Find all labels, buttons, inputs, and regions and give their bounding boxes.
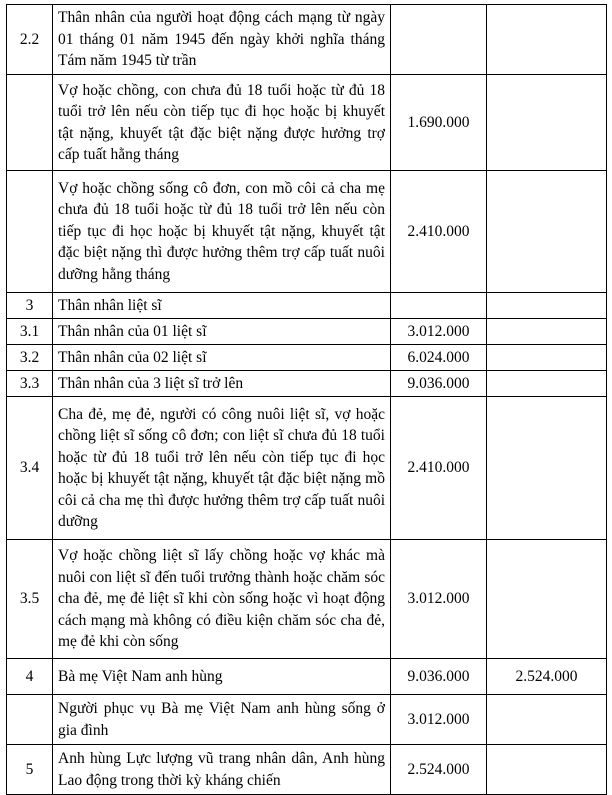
description-cell: Thân nhân của 01 liệt sĩ bbox=[53, 319, 391, 345]
description-cell: Thân nhân của người hoạt động cách mạng từ ngày 01 tháng 01 năm 1945 đến ngày khởi nghĩa tháng Tám năm 1945 từ trần bbox=[53, 5, 391, 75]
amount-cell: 3.012.000 bbox=[391, 540, 487, 659]
extra-amount-cell bbox=[487, 75, 607, 171]
extra-amount-cell bbox=[487, 371, 607, 397]
table-row bbox=[7, 319, 607, 345]
extra-amount-cell bbox=[487, 397, 607, 540]
table-row bbox=[7, 345, 607, 371]
row-number-cell: 5 bbox=[7, 745, 53, 795]
row-number-cell: 3.2 bbox=[7, 345, 53, 371]
amount-cell bbox=[391, 5, 487, 75]
amount-cell bbox=[391, 293, 487, 319]
amount-cell: 2.410.000 bbox=[391, 397, 487, 540]
extra-amount-cell bbox=[487, 293, 607, 319]
table-row bbox=[7, 293, 607, 319]
amount-cell: 1.690.000 bbox=[391, 75, 487, 171]
description-cell: Thân nhân của 3 liệt sĩ trở lên bbox=[53, 371, 391, 397]
description-cell: Thân nhân liệt sĩ bbox=[53, 293, 391, 319]
amount-cell: 9.036.000 bbox=[391, 371, 487, 397]
row-number-cell: 4 bbox=[7, 659, 53, 695]
extra-amount-cell bbox=[487, 5, 607, 75]
amount-cell: 6.024.000 bbox=[391, 345, 487, 371]
extra-amount-cell bbox=[487, 319, 607, 345]
table-row bbox=[7, 659, 607, 695]
description-cell: Vợ hoặc chồng sống cô đơn, con mồ côi cả cha mẹ chưa đủ 18 tuổi hoặc từ đủ 18 tuổi trở lên nếu còn tiếp tục đi học hoặc bị khuyết tật nặng, khuyết tật đặc biệt nặng thì được hưởng thêm trợ cấp tuất nuôi dưỡng hằng tháng bbox=[53, 171, 391, 293]
amount-cell: 2.410.000 bbox=[391, 171, 487, 293]
extra-amount-cell bbox=[487, 540, 607, 659]
extra-amount-cell bbox=[487, 171, 607, 293]
row-number-cell bbox=[7, 75, 53, 171]
row-number-cell bbox=[7, 695, 53, 745]
table-row bbox=[7, 540, 607, 659]
amount-cell: 9.036.000 bbox=[391, 659, 487, 695]
amount-cell: 3.012.000 bbox=[391, 319, 487, 345]
extra-amount-cell bbox=[487, 695, 607, 745]
row-number-cell: 3.1 bbox=[7, 319, 53, 345]
table-row bbox=[7, 745, 607, 795]
table-row bbox=[7, 397, 607, 540]
description-cell: Thân nhân của 02 liệt sĩ bbox=[53, 345, 391, 371]
table-row bbox=[7, 695, 607, 745]
row-number-cell: 3.5 bbox=[7, 540, 53, 659]
table-row bbox=[7, 75, 607, 171]
amount-cell: 3.012.000 bbox=[391, 695, 487, 745]
description-cell: Vợ hoặc chồng liệt sĩ lấy chồng hoặc vợ khác mà nuôi con liệt sĩ đến tuổi trưởng thành hoặc chăm sóc cha đẻ, mẹ đẻ liệt sĩ khi còn sống hoặc vì hoạt động cách mạng mà không có điều kiện chăm sóc cha đẻ, mẹ đẻ khi còn sống bbox=[53, 540, 391, 659]
description-cell: Anh hùng Lực lượng vũ trang nhân dân, Anh hùng Lao động trong thời kỳ kháng chiến bbox=[53, 745, 391, 795]
description-cell: Cha đẻ, mẹ đẻ, người có công nuôi liệt sĩ, vợ hoặc chồng liệt sĩ sống cô đơn; con liệt sĩ chưa đủ 18 tuổi hoặc từ đủ 18 tuổi trở lên nếu còn tiếp tục đi học hoặc bị khuyết tật nặng, khuyết tật đặc biệt nặng mồ côi cả cha mẹ thì được hưởng thêm trợ cấp tuất nuôi dưỡng bbox=[53, 397, 391, 540]
row-number-cell bbox=[7, 171, 53, 293]
table-row bbox=[7, 171, 607, 293]
row-number-cell: 2.2 bbox=[7, 5, 53, 75]
table-row bbox=[7, 371, 607, 397]
extra-amount-cell: 2.524.000 bbox=[487, 659, 607, 695]
row-number-cell: 3.3 bbox=[7, 371, 53, 397]
row-number-cell: 3.4 bbox=[7, 397, 53, 540]
row-number-cell: 3 bbox=[7, 293, 53, 319]
table-row bbox=[7, 5, 607, 75]
description-cell: Bà mẹ Việt Nam anh hùng bbox=[53, 659, 391, 695]
description-cell: Người phục vụ Bà mẹ Việt Nam anh hùng sống ở gia đình bbox=[53, 695, 391, 745]
amount-cell: 2.524.000 bbox=[391, 745, 487, 795]
extra-amount-cell bbox=[487, 345, 607, 371]
extra-amount-cell bbox=[487, 745, 607, 795]
allowance-table bbox=[6, 4, 607, 795]
description-cell: Vợ hoặc chồng, con chưa đủ 18 tuổi hoặc từ đủ 18 tuổi trở lên nếu còn tiếp tục đi học hoặc bị khuyết tật nặng, khuyết tật đặc biệt nặng được hưởng trợ cấp tuất hằng tháng bbox=[53, 75, 391, 171]
